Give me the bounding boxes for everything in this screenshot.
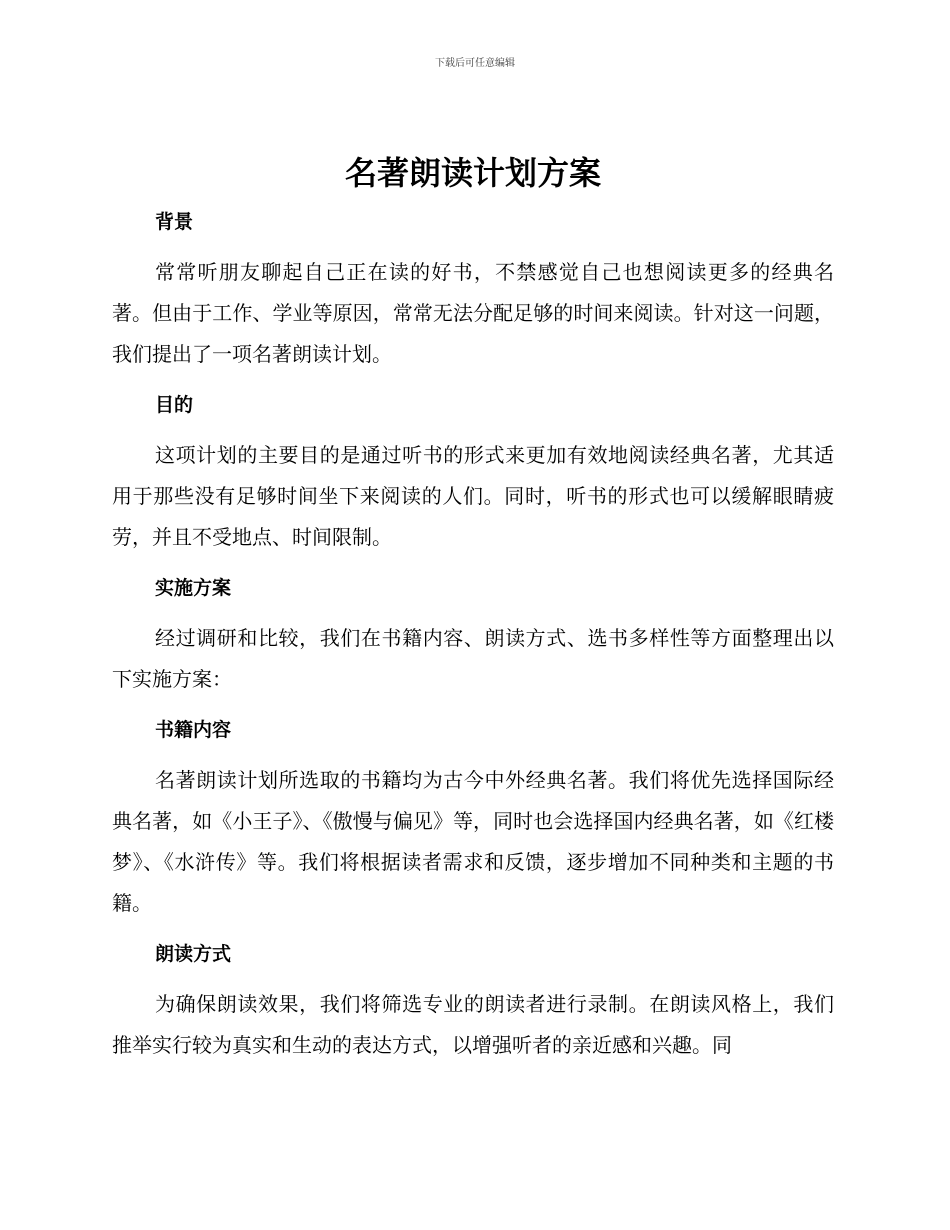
section-reading-method [112, 934, 834, 1066]
section-purpose [112, 385, 834, 558]
section-paragraph: 为确保朗读效果，我们将筛选专业的朗读者进行录制。在朗读风格上，我们推举实行较为真实和生动的表达方式，以增强听者的亲近感和兴趣。同 [112, 992, 834, 1057]
document-body [112, 144, 834, 1076]
section-heading: 朗读方式 [155, 943, 232, 965]
section-paragraph: 名著朗读计划所选取的书籍均为古今中外经典名著。我们将优先选择国际经典名著，如《小王子》、《傲慢与偏见》等，同时也会选择国内经典名著，如《红楼梦》、《水浒传》等。我们将根据读者需求和反馈，逐步增加不同种类和主题的书籍。 [112, 768, 834, 915]
document-title: 名著朗读计划方案 [344, 154, 601, 192]
section-paragraph: 常常听朋友聊起自己正在读的好书，不禁感觉自己也想阅读更多的经典名著。但由于工作、学业等原因，常常无法分配足够的时间来阅读。针对这一问题，我们提出了一项名著朗读计划。 [112, 260, 834, 366]
page-header-note: 下载后可任意编辑 [435, 58, 515, 69]
section-book-content [112, 710, 834, 924]
section-paragraph: 经过调研和比较，我们在书籍内容、朗读方式、选书多样性等方面整理出以下实施方案： [112, 626, 834, 691]
section-heading: 目的 [155, 394, 194, 416]
section-heading: 书籍内容 [155, 719, 232, 741]
section-heading: 背景 [155, 211, 194, 233]
section-background [112, 202, 834, 375]
section-implementation [112, 568, 834, 700]
section-paragraph: 这项计划的主要目的是通过听书的形式来更加有效地阅读经典名著，尤其适用于那些没有足够时间坐下来阅读的人们。同时，听书的形式也可以缓解眼睛疲劳，并且不受地点、时间限制。 [112, 443, 834, 549]
section-heading: 实施方案 [155, 577, 232, 599]
